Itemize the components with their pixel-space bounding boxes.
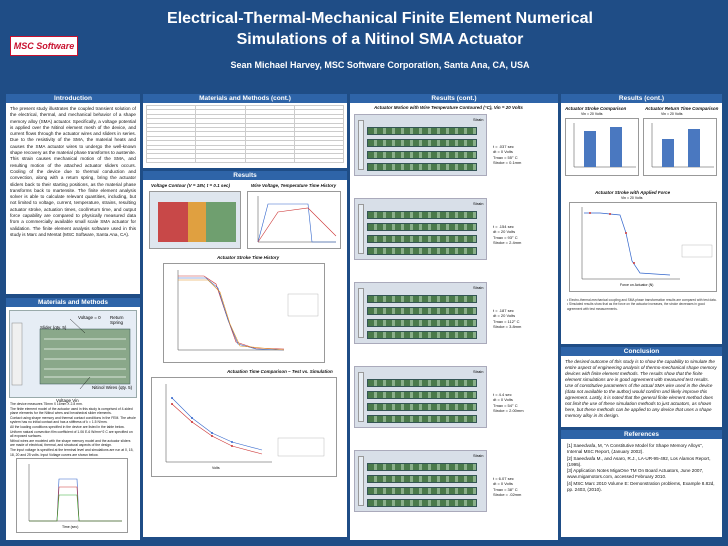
results-section bbox=[143, 171, 347, 537]
reference-item: [2] Saeedvafa M., and Asaro, R.J., LA-UR-95-492, Los Alamos Report, (1995). bbox=[567, 455, 711, 467]
force-chart bbox=[569, 202, 717, 292]
wire-strip bbox=[367, 307, 477, 315]
sim-colorbar bbox=[358, 288, 364, 338]
conclusion-text: The desired outcome of this study is to show the capability to simulate the entire aspect of engineering analysis of thermo-mechanical shape memory devices with finite element methods. The results show that the finite element simulations are in good agreement with measured test results. Use of constitutive parameters of the actual SMA wire used in the device (data not available to the author) would confirm and likely improve this agreement. Lastly, it is noted that the general finite element method does not limit the use of these simulation methods to just actuators, as shown here, but these methods can be applied to any device that uses a shape memory alloy in its design. bbox=[565, 359, 717, 418]
wire-strip bbox=[367, 127, 477, 135]
strain-label: Strain bbox=[473, 285, 484, 290]
wire-voltage-plot bbox=[248, 192, 340, 248]
wire-strip bbox=[367, 163, 477, 171]
wire-voltage-title: Wire Voltage, Temperature Time History bbox=[251, 183, 337, 188]
wire-strip bbox=[367, 151, 477, 159]
sim-colorbar bbox=[358, 204, 364, 254]
sim-stroke: Stroke = .02mm bbox=[493, 491, 522, 497]
wire-strip bbox=[367, 403, 477, 411]
mm-bullet: Contact using shape memory and thermal contact conditions in the FEM. The whole system has no initial contact and has a stiffness of k = 1.5 N/mm. bbox=[10, 415, 136, 425]
wire-strip bbox=[367, 487, 477, 495]
force-chart-sub: Vin = 20 Volts bbox=[621, 196, 643, 200]
results-heading: Results bbox=[143, 171, 347, 180]
sim-voltage: dt = 20 Volts bbox=[493, 313, 516, 319]
introduction-text: The present study illustrates the coupled transient solution of the electrical, thermal, and mechanical behavior of a shape memory alloy (SMA) actuator. Specifically, a voltage potential is applied over the Nitinol element mesh of the device, and current flows through the actuator wires and sliders in series. Due to the resistivity of the SMA, the material heats and causes the SMA actuator wires to undergo the well-known shape recovery as the material phase transforms to austenite. This strain causes mechanical motion of the SMA, and resulting motion of the attached actuator sliders occurs. Cooling of the device due to thermal conduction and convection, along with a return spring, bring the actuator sliders back to their starting positions, as the material phase transforms back to martensite. The finite element analysis solver is able to calculate relevant quantities, including, but not limited to voltage, current, temperature, strains, resulting actuator stroke, actuation times, cool/return time, and output force capability are compared to physically measured data from a commercially available small scale SMA actuator for validation. The finite element analysis software used in this study is Marc and Mentat (MSC Software, Santa Ana, CA). bbox=[10, 106, 136, 237]
msc-logo bbox=[10, 36, 78, 56]
return-time-chart bbox=[643, 118, 717, 176]
voltage-contour-plot bbox=[150, 192, 240, 248]
voltage-vin-label: Voltage Vin bbox=[56, 398, 79, 403]
stroke-comparison-title: Actuator Stroke Comparison bbox=[565, 106, 627, 111]
author-line: Sean Michael Harvey, MSC Software Corporation, Santa Ana, CA, USA bbox=[230, 60, 530, 70]
sim-voltage: dt = 0 Volts bbox=[493, 149, 513, 155]
actuator-motion-title: Actuator Motion with Wire Temperature Contoured (°C), Vin = 20 Volts bbox=[374, 105, 523, 110]
introduction-heading: Introduction bbox=[6, 94, 140, 103]
sim-step-panel bbox=[354, 450, 487, 512]
sim-step-panel bbox=[354, 198, 487, 260]
sim-step-panel bbox=[354, 114, 487, 176]
input-voltage-xlabel: Time (sec) bbox=[62, 525, 79, 529]
return-time-title: Actuator Return Time Comparison bbox=[645, 106, 719, 111]
sim-temp: Tmax = 112° C bbox=[493, 318, 520, 324]
sim-step-panel bbox=[354, 282, 487, 344]
sim-temp: Tmax = 55° C bbox=[493, 154, 518, 160]
time-comparison-title: Actuation Time Comparison – Test vs. Simulation bbox=[227, 369, 333, 374]
mm-bullet: The finite element model of the actuator used in this study is comprised of 4-sided plane elements for the Nitinol wires and hexahedral slider elements. bbox=[10, 406, 133, 416]
wire-strip bbox=[367, 463, 477, 471]
sim-voltage: dt = 20 Volts bbox=[493, 229, 516, 235]
sim-colorbar bbox=[358, 372, 364, 422]
wire-strip bbox=[367, 415, 477, 423]
mm-bullet-list bbox=[10, 402, 136, 457]
introduction-section bbox=[6, 94, 140, 294]
poster-title bbox=[80, 8, 680, 50]
column-3 bbox=[350, 94, 558, 540]
sim-step-values bbox=[493, 308, 521, 329]
results-notes: • Electro-thermal-mechanical coupling and SMA phase transformation results are compared with test data. • Simulated results show that as the force on the actuator increases, the stroke decreases in good agreement with test measurements. bbox=[567, 298, 717, 311]
title-line-1: Electrical-Thermal-Mechanical Finite Element Numerical bbox=[167, 10, 593, 27]
actuator-model-figure bbox=[9, 310, 137, 398]
sim-voltage: dt = 0 Volts bbox=[493, 481, 513, 487]
conclusion-heading: Conclusion bbox=[561, 347, 722, 356]
references-list bbox=[561, 439, 722, 497]
time-comparison-figure bbox=[151, 377, 337, 477]
sim-stroke: Stroke = 2.00mm bbox=[493, 407, 524, 413]
sim-step-values bbox=[493, 476, 521, 497]
wire-voltage-figure bbox=[247, 191, 341, 249]
voltage-contour-title: Voltage Contour (V = 18V, t = 0.1 sec) bbox=[151, 183, 230, 188]
materials-methods-section bbox=[6, 298, 140, 540]
title-line-2: Simulations of a Nitinol SMA Actuator bbox=[236, 31, 524, 48]
material-properties-table bbox=[146, 105, 344, 163]
input-voltage-chart bbox=[16, 458, 128, 533]
voltage-zero-label: Voltage = 0 bbox=[78, 315, 101, 320]
stroke-comparison-plot bbox=[566, 119, 638, 175]
mm-bullet: Nitinol wires are modeled with the shape memory model and the actuator sliders are made of electrical, thermal, and structural aspects of the design. bbox=[10, 438, 131, 448]
sim-time: t = .154 sec bbox=[493, 224, 514, 229]
wire-strip bbox=[367, 475, 477, 483]
slider-label: Slider (qty. 5) bbox=[40, 325, 67, 330]
column-4 bbox=[561, 94, 722, 540]
sim-time: t = .037 sec bbox=[493, 144, 514, 149]
wire-strip bbox=[367, 379, 477, 387]
reference-item: [3] Application Notes MigaOne TM On Board Actuators, June 2007, www.migamotors.com, accessed February 2010. bbox=[567, 468, 704, 480]
column-1 bbox=[6, 94, 140, 540]
strain-label: Strain bbox=[473, 369, 484, 374]
sim-step-panel bbox=[354, 366, 487, 428]
materials-methods-heading: Materials and Methods bbox=[6, 298, 140, 307]
mm-bullet: The device measures 75mm X 16mm X 2.8 mm. bbox=[10, 402, 83, 406]
references-section bbox=[561, 430, 722, 537]
wire-strip bbox=[367, 235, 477, 243]
results-cont-2-heading: Results (cont.) bbox=[561, 94, 722, 103]
strain-label: Strain bbox=[473, 201, 484, 206]
reference-item: [1] Saeedvafa, M, "A Constitutive Model for Shape Memory Alloys", Internal MSC Report, (January 2002). bbox=[567, 443, 704, 455]
stroke-comparison-sub: Vin = 20 Volts bbox=[581, 112, 603, 116]
sim-voltage: dt = 0 Volts bbox=[493, 397, 513, 403]
return-time-sub: Vin = 20 Volts bbox=[661, 112, 683, 116]
wire-strip bbox=[367, 319, 477, 327]
wire-strip bbox=[367, 211, 477, 219]
strain-label: Strain bbox=[473, 453, 484, 458]
sim-time: t = 6.07 sec bbox=[493, 476, 514, 481]
strain-label: Strain bbox=[473, 117, 484, 122]
mm-bullet: All the loading conditions specified in the device are listed in the table below. bbox=[10, 424, 125, 429]
materials-methods-cont-section bbox=[143, 94, 347, 168]
sim-colorbar bbox=[358, 120, 364, 170]
references-heading: References bbox=[561, 430, 722, 439]
wire-strip bbox=[367, 139, 477, 147]
wire-strip bbox=[367, 223, 477, 231]
mm-bullet: The input voltage is specified at the terminal level and simulations are run at 0, 15, 18, 20 and 25 volts. Input Voltage curves are shown below. bbox=[10, 447, 134, 457]
results-cont-heading: Results (cont.) bbox=[350, 94, 558, 103]
sim-colorbar bbox=[358, 456, 364, 506]
wire-strip bbox=[367, 247, 477, 255]
return-spring-label: Return Spring bbox=[110, 315, 124, 325]
input-voltage-plot bbox=[17, 459, 127, 532]
stroke-history-title: Actuator Stroke Time History bbox=[217, 255, 280, 260]
sim-stroke: Stroke = 3.8mm bbox=[493, 323, 522, 329]
mm-bullet: Uniform natural convection film coefficient of 1.06 E-6 W/mm^2 C are specified on all exposed surfaces. bbox=[10, 429, 133, 439]
time-comparison-plot bbox=[152, 378, 336, 476]
nitinol-wires-label: Nitinol Wires (qty. 5) bbox=[92, 385, 133, 390]
reference-item: [4] MSC Marc 2010 Volume E: Demonstration problems, Example 8.82d, pp. 2403, (2010). bbox=[567, 480, 715, 493]
results-cont-2-section bbox=[561, 94, 722, 344]
sim-step-values bbox=[493, 224, 521, 245]
stroke-history-figure bbox=[163, 263, 325, 363]
wire-strip bbox=[367, 295, 477, 303]
voltage-contour-figure bbox=[149, 191, 241, 249]
wire-strip bbox=[367, 391, 477, 399]
sim-time: t = .187 sec bbox=[493, 308, 514, 313]
stroke-history-plot bbox=[164, 264, 324, 362]
materials-methods-cont-heading: Materials and Methods (cont.) bbox=[143, 94, 347, 103]
sim-time: t = 4.4 sec bbox=[493, 392, 512, 397]
return-time-plot bbox=[644, 119, 716, 175]
force-chart-title: Actuator Stroke with Applied Force bbox=[595, 190, 671, 195]
sim-step-values bbox=[493, 392, 524, 413]
sim-temp: Tmax = 38° C bbox=[493, 486, 518, 492]
wire-strip bbox=[367, 331, 477, 339]
sim-stroke: Stroke = 2.4mm bbox=[493, 239, 522, 245]
sim-temp: Tmax = 54° C bbox=[493, 402, 518, 408]
wire-strip bbox=[367, 499, 477, 507]
time-comparison-xlabel: Volts bbox=[212, 466, 220, 470]
results-cont-section bbox=[350, 94, 558, 540]
conclusion-section bbox=[561, 347, 722, 427]
logo-text: MSC Software bbox=[13, 41, 75, 51]
stroke-comparison-chart bbox=[565, 118, 639, 176]
sim-temp: Tmax = 93° C bbox=[493, 234, 518, 240]
poster-header bbox=[0, 0, 728, 86]
force-plot bbox=[570, 203, 716, 291]
sim-step-values bbox=[493, 144, 521, 165]
force-xlabel: Force on Actuator (N) bbox=[620, 283, 654, 287]
column-2 bbox=[143, 94, 347, 540]
sim-stroke: Stroke = 0.1mm bbox=[493, 159, 522, 165]
